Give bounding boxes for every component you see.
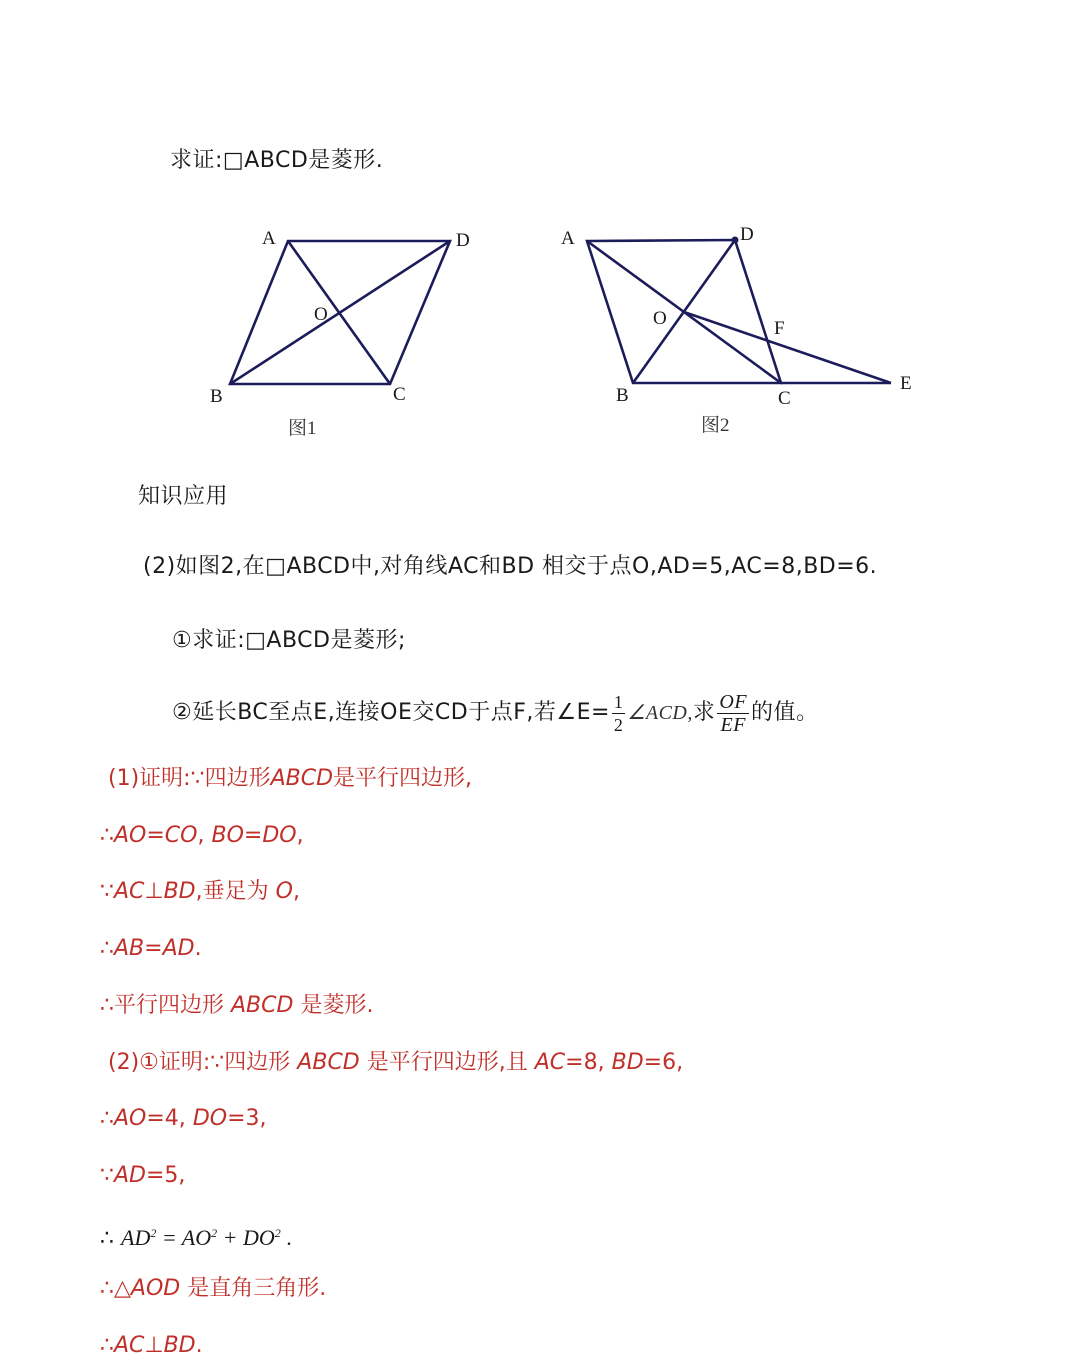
fig2-label-e: E: [900, 373, 912, 394]
answer-line-5: [100, 991, 373, 1021]
part2-angle: ∠ACD,: [627, 702, 693, 724]
text: .: [280, 1225, 292, 1250]
text: AC: [534, 1050, 566, 1075]
text: ∴: [100, 1333, 114, 1358]
part2-suffix: 的值。: [751, 700, 819, 725]
text: ABCD: [297, 1050, 360, 1075]
text: O: [275, 879, 293, 904]
text: DO: [192, 1106, 228, 1131]
fig2-label-a: A: [561, 228, 575, 249]
fig2-label-f: F: [774, 318, 785, 339]
fig2-label-c: C: [778, 388, 791, 409]
text: ∴平行四边形: [100, 993, 224, 1018]
text: =4,: [146, 1106, 186, 1131]
fraction-of-ef: [717, 691, 749, 736]
fraction-ef-den: EF: [720, 713, 746, 736]
answer-line-1: [108, 764, 472, 794]
answer-line-10: [100, 1274, 326, 1304]
fraction-half: [612, 691, 626, 736]
fig2-label-b: B: [616, 385, 629, 406]
fig1-label-a: A: [262, 228, 276, 249]
answer-line-8: [100, 1161, 185, 1191]
question-2-part-1: ①求证:□ABCD是菱形;: [172, 628, 406, 653]
text: 是直角三角形.: [187, 1276, 327, 1301]
text: ,: [292, 879, 300, 904]
text: (2)①证明:∵四边形: [108, 1050, 291, 1075]
fraction-half-den: 2: [613, 714, 624, 735]
text: 2: [274, 1226, 281, 1240]
fraction-of-num: OF: [719, 690, 748, 713]
fig1-label-c: C: [393, 384, 406, 405]
answer-line-11: [100, 1331, 203, 1361]
text: ∵: [100, 879, 114, 904]
text: ∴: [100, 1226, 114, 1251]
text: .: [194, 936, 202, 961]
text: 是菱形.: [300, 993, 374, 1018]
text: 是平行四边形,且: [366, 1050, 528, 1075]
fig1-label-d: D: [456, 230, 470, 251]
text: AC⊥BD: [114, 1333, 196, 1358]
text: BO=DO: [211, 823, 297, 848]
prove-statement: 求证:□ABCD是菱形.: [170, 148, 384, 173]
text: =6,: [643, 1050, 684, 1075]
text: ∴△: [100, 1276, 131, 1301]
fraction-half-num: 1: [613, 691, 624, 712]
text: .: [195, 1333, 203, 1358]
text: AC⊥BD: [114, 879, 196, 904]
text: BD: [611, 1050, 644, 1075]
text: AD: [121, 1225, 151, 1250]
section-title: 知识应用: [138, 484, 229, 509]
answer-line-2: [100, 821, 304, 851]
fig1-caption: 图1: [288, 418, 317, 439]
fig1-diagonal-bd: [230, 241, 450, 384]
fig2-caption: 图2: [701, 415, 730, 436]
answer-line-4: [100, 934, 202, 964]
fig2-label-d: D: [740, 224, 754, 245]
text: ABCD: [231, 993, 294, 1018]
text: (1)证明:∵四边形: [108, 766, 271, 791]
answer-line-3: [100, 877, 300, 907]
text: AO=CO: [114, 823, 198, 848]
text: ∴: [100, 1106, 114, 1131]
text: ∴: [100, 936, 114, 961]
question-2-part-2: [172, 688, 819, 738]
text: 2: [150, 1226, 157, 1240]
text: AB=AD: [114, 936, 195, 961]
answer-line-6: [108, 1048, 683, 1078]
text: ,垂足为: [195, 879, 269, 904]
figure-1: [200, 220, 500, 440]
pythagorean-equation: [121, 1225, 292, 1250]
part2-prefix: ②延长BC至点E,连接OE交CD于点F,若∠E=: [172, 700, 610, 725]
text: =8,: [565, 1050, 605, 1075]
text: AOD: [130, 1276, 181, 1301]
answer-line-7: [100, 1104, 267, 1134]
fig1-label-b: B: [210, 386, 223, 407]
text: ABCD: [270, 766, 334, 791]
fig2-segment-oe: [684, 312, 891, 383]
text: ∵: [100, 1163, 114, 1188]
text: = AO: [156, 1225, 212, 1250]
answer-line-9: [100, 1218, 292, 1254]
text: + DO: [217, 1225, 275, 1250]
text: AD: [114, 1163, 146, 1188]
part2-ask: 求: [692, 700, 716, 725]
text: ,: [197, 823, 205, 848]
question-2-stem: (2)如图2,在□ABCD中,对角线AC和BD 相交于点O,AD=5,AC=8,BD=6.: [143, 554, 878, 579]
text: AO: [114, 1106, 147, 1131]
text: 是平行四边形,: [333, 766, 473, 791]
fig2-diagonal-bd: [633, 240, 735, 383]
text: ∴: [100, 823, 114, 848]
text: ,: [296, 823, 304, 848]
text: =5,: [146, 1163, 186, 1188]
text: 2: [211, 1226, 218, 1240]
fig1-label-o: O: [314, 304, 328, 325]
figure-2: [555, 218, 925, 438]
text: =3,: [227, 1106, 267, 1131]
fig2-label-o: O: [653, 308, 667, 329]
